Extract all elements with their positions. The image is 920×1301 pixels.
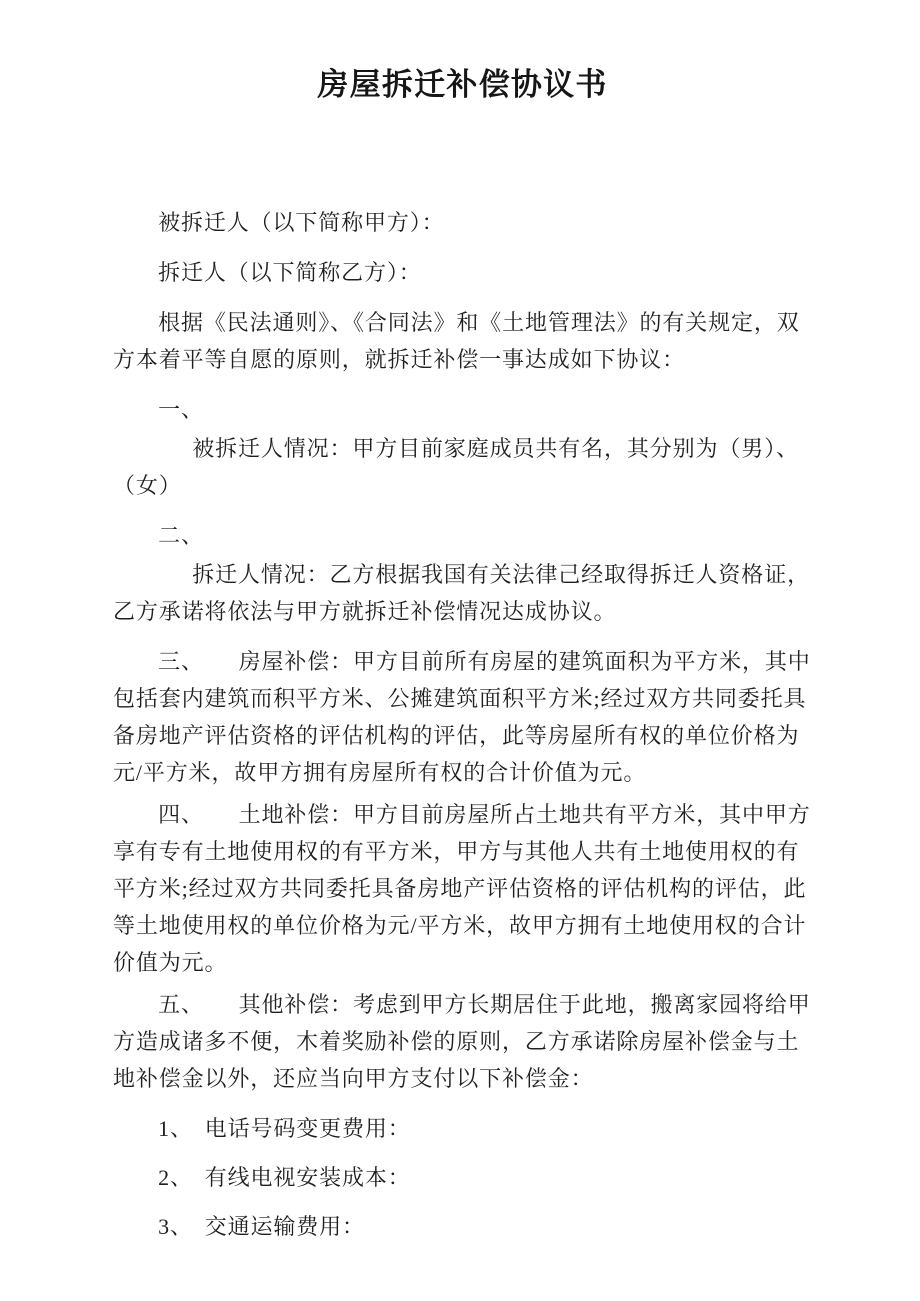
section-2-body: 拆迁人情况：乙方根据我国有关法律己经取得拆迁人资格证，乙方承诺将依法与甲方就拆迁补偿情况达成协议。 [113,562,810,624]
list-item-cable-tv-fee: 2、 有线电视安装成本： [158,1165,411,1190]
preamble-paragraph: 根据《民法通则》、《合同法》和《土地管理法》的有关规定，双方本着平等自愿的原则，就拆迁补偿一事达成如下协议： [113,310,800,372]
section-3-house-compensation: 三、 房屋补偿：甲方目前所有房屋的建筑面积为平方米，其中包括套内建筑而积平方米、公摊建筑面积平方米;经过双方共同委托具备房地产评估资格的评估机构的评估，此等房屋所有权的单位价格为元/平方米，故甲方拥有房屋所有权的合计价值为元。 [113,649,811,785]
party-a-line: 被拆迁人（以下简称甲方）： [158,210,445,235]
section-5-other-compensation: 五、 其他补偿：考虑到甲方长期居住于此地，搬离家园将给甲方造成诸多不便，木着奖励补偿的原则，乙方承诺除房屋补偿金与土地补偿金以外，还应当向甲方支付以下补偿金： [113,992,811,1091]
party-b-line: 拆迁人（以下简称乙方）： [158,260,422,285]
section-2-marker: 二、 [158,523,204,548]
section-4-land-compensation: 四、 土地补偿：甲方目前房屋所占土地共有平方米，其中甲方享有专有土地使用权的有平方米，甲方与其他人共有土地使用权的有平方米;经过双方共同委托具备房地产评估资格的评估机构的评估，此等土地使用权的单位价格为元/平方米，故甲方拥有土地使用权的合计价值为元。 [113,802,811,975]
section-1-marker: 一、 [158,397,204,422]
document-title: 房屋拆迁补偿协议书 [317,67,608,102]
section-1-body: 被拆迁人情况：甲方目前家庭成员共有名，其分别为（男）、（女） [113,436,799,498]
list-item-phone-fee: 1、 电话号码变更费用： [158,1116,411,1141]
list-item-transport-fee: 3、 交通运输费用： [158,1214,365,1239]
